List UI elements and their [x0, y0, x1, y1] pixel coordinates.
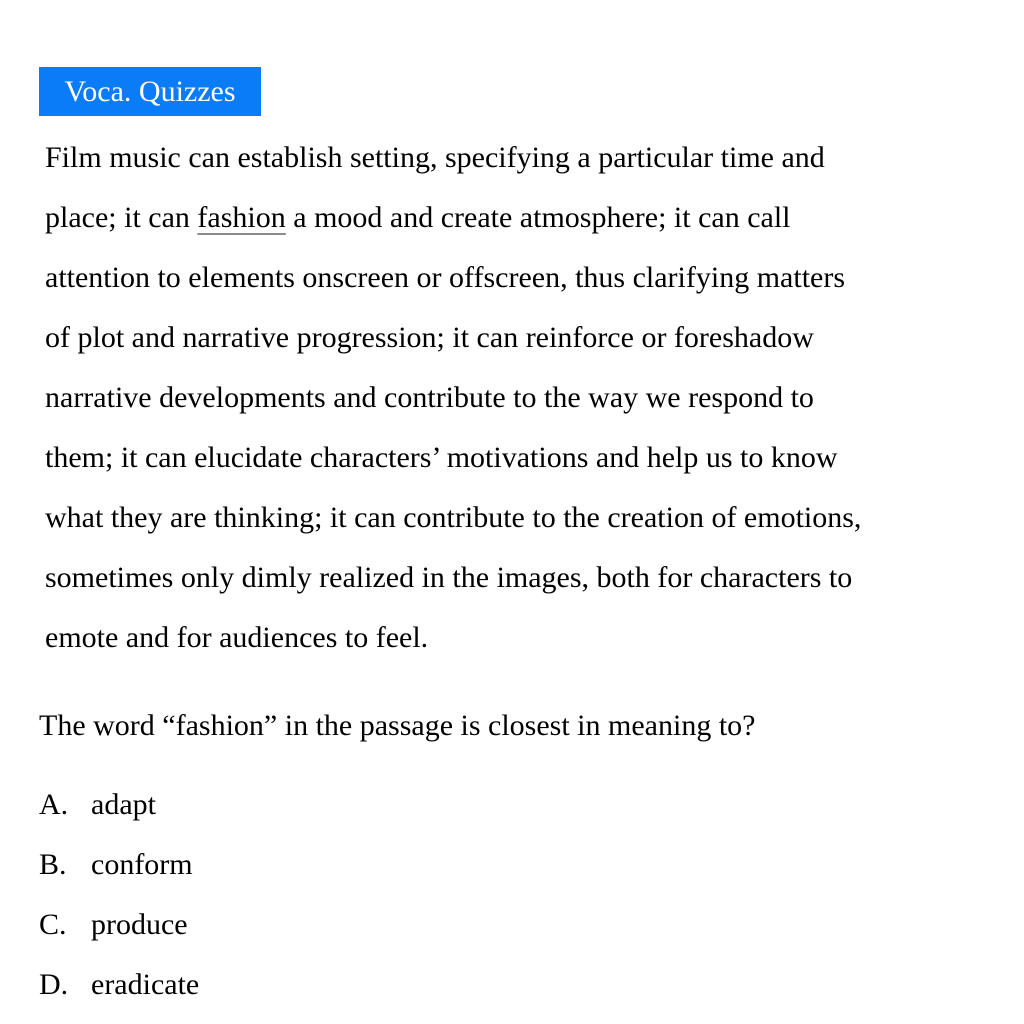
option-letter: B. — [39, 848, 67, 881]
passage-text: a mood and create atmosphere; it can call — [285, 201, 791, 234]
passage-line: Film music can establish setting, specifying a particular time and — [45, 141, 825, 174]
reading-passage — [45, 128, 1020, 668]
option-letter: A. — [39, 788, 69, 821]
option-letter: C. — [39, 908, 67, 941]
passage-line: what they are thinking; it can contribute to the creation of emotions, — [45, 501, 862, 534]
option-d[interactable] — [39, 961, 199, 1021]
option-text: eradicate — [91, 968, 200, 1001]
question-prompt: The word “fashion” in the passage is closest in meaning to? — [39, 709, 756, 742]
passage-line: them; it can elucidate characters’ motivations and help us to know — [45, 441, 838, 474]
passage-line: attention to elements onscreen or offscreen, thus clarifying matters — [45, 261, 846, 294]
answer-options — [39, 781, 199, 1021]
passage-line — [45, 188, 1020, 248]
option-a[interactable] — [39, 781, 199, 841]
option-letter: D. — [39, 968, 69, 1001]
option-b[interactable] — [39, 841, 199, 901]
option-text: produce — [91, 908, 188, 941]
passage-line: narrative developments and contribute to the way we respond to — [45, 381, 814, 414]
passage-text: place; it can — [45, 201, 198, 234]
passage-line: sometimes only dimly realized in the images, both for characters to — [45, 561, 853, 594]
option-c[interactable] — [39, 901, 199, 961]
option-text: adapt — [91, 788, 156, 821]
quiz-category-badge: Voca. Quizzes — [39, 67, 261, 116]
passage-line: of plot and narrative progression; it can reinforce or foreshadow — [45, 321, 814, 354]
option-text: conform — [91, 848, 193, 881]
passage-line: emote and for audiences to feel. — [45, 621, 429, 654]
target-word-fashion: fashion — [197, 201, 286, 234]
